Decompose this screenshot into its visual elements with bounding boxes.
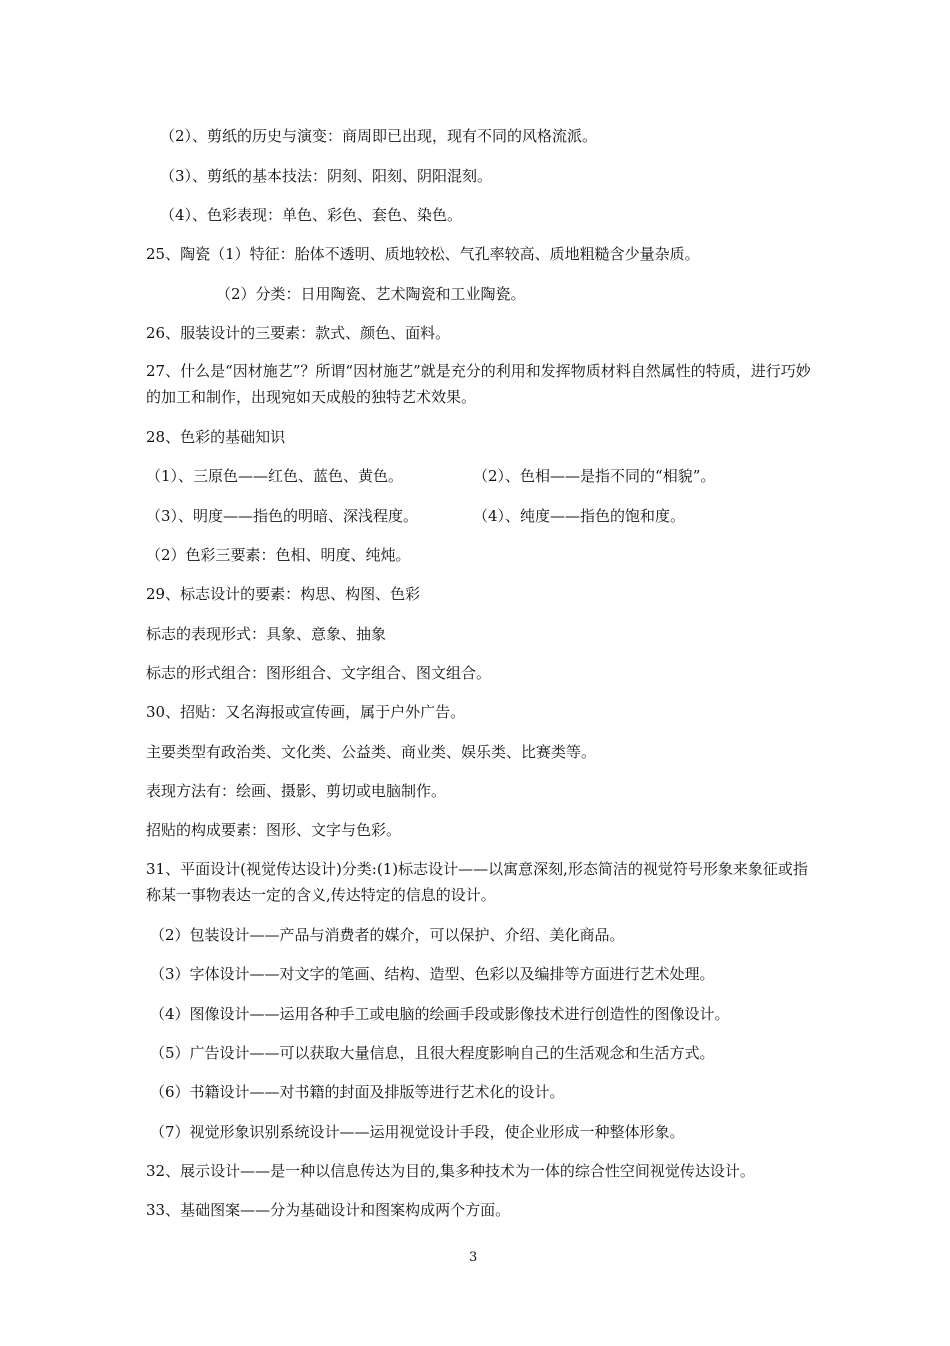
text-line: （2）、色相——是指不同的“相貌”。	[473, 467, 716, 485]
text-line: （6）书籍设计——对书籍的封面及排版等进行艺术化的设计。	[150, 1083, 565, 1101]
text-line: （2）、剪纸的历史与演变：商周即已出现，现有不同的风格流派。	[160, 127, 598, 145]
text-line: 标志的形式组合：图形组合、文字组合、图文组合。	[146, 664, 492, 682]
text-line: （7）视觉形象识别系统设计——运用视觉设计手段，使企业形成一种整体形象。	[150, 1123, 685, 1141]
text-line: 26、服装设计的三要素：款式、颜色、面料。	[146, 324, 451, 342]
text-line: （2）分类：日用陶瓷、艺术陶瓷和工业陶瓷。	[216, 285, 526, 303]
text-line: 表现方法有：绘画、摄影、剪切或电脑制作。	[146, 782, 447, 800]
text-line: 28、色彩的基础知识	[146, 428, 286, 446]
text-paragraph: 31、平面设计(视觉传达设计)分类:(1)标志设计——以寓意深刻,形态简洁的视觉符号形象来象征或指称某一事物表达一定的含义,传达特定的信息的设计。	[146, 860, 808, 904]
text-line: （2）包装设计——产品与消费者的媒介，可以保护、介绍、美化商品。	[150, 926, 625, 944]
text-line: 32、展示设计——是一种以信息传达为目的,集多种技术为一体的综合性空间视觉传达设计。	[146, 1162, 755, 1180]
text-line: 主要类型有政治类、文化类、公益类、商业类、娱乐类、比赛类等。	[146, 743, 597, 761]
text-line: （4）、色彩表现：单色、彩色、套色、染色。	[160, 206, 463, 224]
text-line: （4）图像设计——运用各种手工或电脑的绘画手段或影像技术进行创造性的图像设计。	[150, 1005, 730, 1023]
text-line: 25、陶瓷（1）特征：胎体不透明、质地较松、气孔率较高、质地粗糙含少量杂质。	[146, 245, 700, 263]
text-line: 30、招贴：又名海报或宣传画，属于户外广告。	[146, 703, 466, 721]
text-line: （3）字体设计——对文字的笔画、结构、造型、色彩以及编排等方面进行艺术处理。	[150, 965, 715, 983]
text-line: （3）、剪纸的基本技法：阴刻、阳刻、阴阳混刻。	[160, 167, 493, 185]
text-line: （1）、三原色——红色、蓝色、黄色。	[146, 467, 404, 485]
page-number: 3	[469, 1250, 478, 1265]
text-line: 33、基础图案——分为基础设计和图案构成两个方面。	[146, 1201, 511, 1219]
text-line: （3）、明度——指色的明暗、深浅程度。	[146, 507, 419, 525]
text-line: （2）色彩三要素：色相、明度、纯炖。	[146, 546, 411, 564]
text-line: （4）、纯度——指色的饱和度。	[473, 507, 686, 525]
text-paragraph: 27、什么是“因材施艺”？所谓“因材施艺”就是充分的利用和发挥物质材料自然属性的特质，进行巧妙的加工和制作，出现宛如天成般的独特艺术效果。	[146, 362, 811, 406]
text-line: 29、标志设计的要素：构思、构图、色彩	[146, 585, 421, 603]
text-line: （5）广告设计——可以获取大量信息，且很大程度影响自己的生活观念和生活方式。	[150, 1044, 715, 1062]
text-line: 标志的表现形式：具象、意象、抽象	[146, 625, 387, 643]
text-line: 招贴的构成要素：图形、文字与色彩。	[146, 821, 402, 839]
